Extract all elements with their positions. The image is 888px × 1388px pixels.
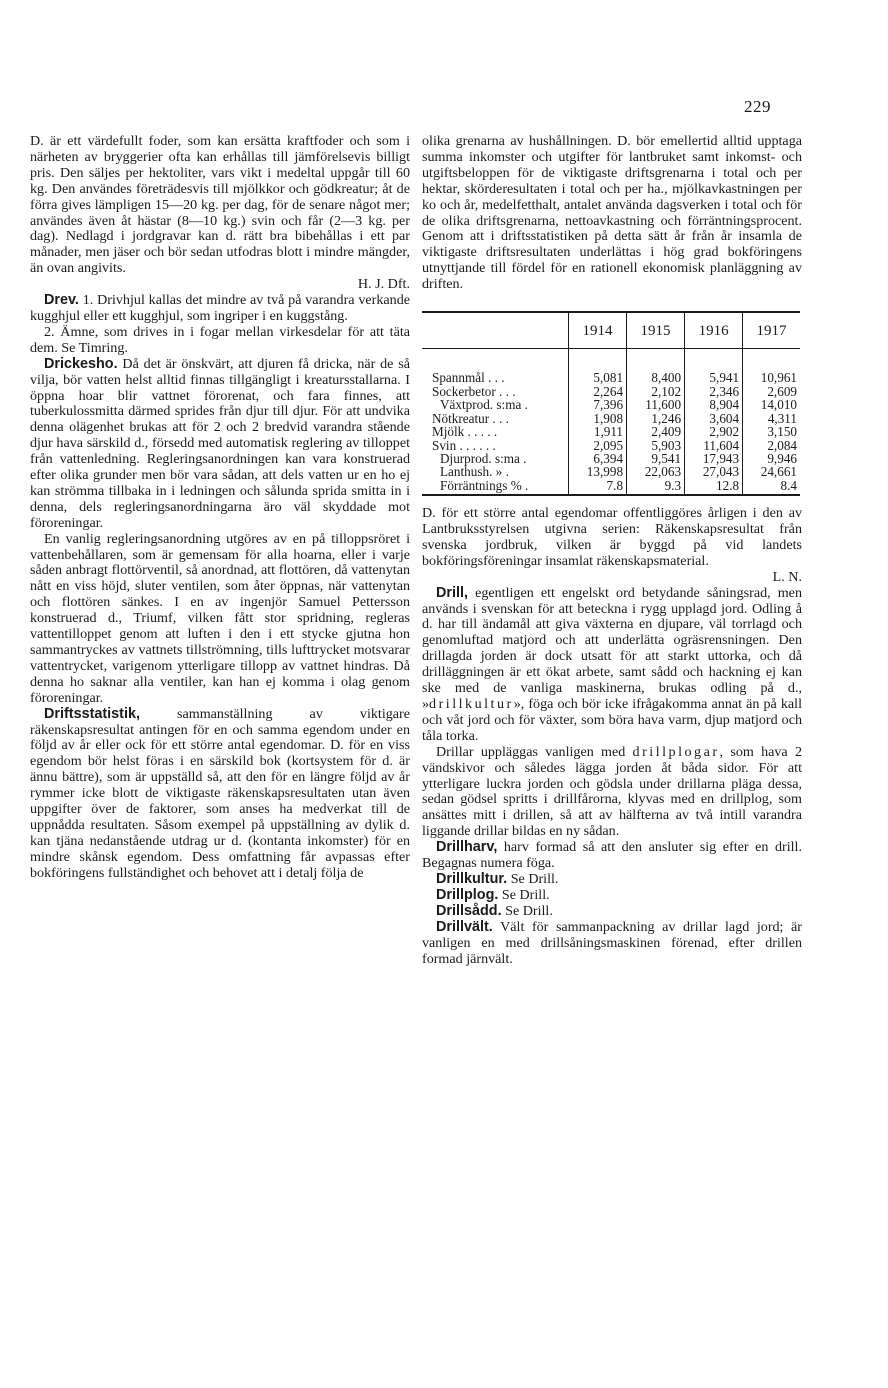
entry-text: Se Drill.	[507, 870, 559, 887]
entry-text: harv formad så att den ansluter sig efter en drill. Begagnas numera föga.	[422, 839, 802, 872]
year-header: 1914	[569, 312, 627, 349]
table-cell: 22,063	[627, 465, 685, 478]
table-cell: 11,600	[627, 398, 685, 411]
table-row	[422, 398, 800, 411]
table-row	[422, 385, 800, 398]
entry-driftsstatistik-continuation: olika grenarna av hushållningen. D. bör emellertid alltid upptaga summa inkomster och utgifter för lantbruket samt inkomst- och utgiftsbeloppen för de viktigaste driftsgrenarna i total och per hektar, skörderesultaten i total och per ha., mjölkavkastningen per ko och år, medelfetthalt, antalet använda dagsverken i total och för de olika driftsgrenarna, nettoavkastning och förräntningsprocent. Genom att i driftsstatistiken på detta sätt år från år insamla de viktigaste driftsresultaten underlättas i hög grad bokföringens utnyttjande till fördel för en rationell ekonomisk planläggning av driften.	[422, 133, 802, 293]
year-header: 1917	[743, 312, 800, 349]
entry-text: , som hava 2 vändskivor och således lägga jorden åt båda sidor. För att ytterligare luckra jorden och gödsla under drillarna pläga dessa, sedan gödsel spritts i drillfårorna, klyvas med en drillplog, som ansättes mitt i drillen, så att av hälfterna av två intill varandra liggande drillar bildas en ny sådan.	[422, 743, 802, 840]
table-cell: 1,246	[627, 412, 685, 425]
headword: Drickesho.	[44, 355, 118, 372]
table-cell: 12.8	[685, 479, 743, 495]
table-row	[422, 439, 800, 452]
table-cell: 7.8	[569, 479, 627, 495]
right-column	[422, 134, 802, 967]
table-cell: 14,010	[743, 398, 800, 411]
table-row	[422, 452, 800, 465]
headword: Driftsstatistik,	[44, 705, 140, 722]
table-cell: 13,998	[569, 465, 627, 478]
table-cell: 27,043	[685, 465, 743, 478]
entry-drill	[422, 586, 802, 745]
table-cell: 2,346	[685, 385, 743, 398]
headword: Drev.	[44, 292, 79, 309]
entry-drev-sense-2: 2. Ämne, som drives in i fogar mellan virkesdelar för att täta dem. Se Timring.	[30, 323, 410, 356]
table-row	[422, 425, 800, 438]
table-cell: 9,541	[627, 452, 685, 465]
table-cell: 8.4	[743, 479, 800, 495]
table-cell: 4,311	[743, 412, 800, 425]
entry-drillvalt	[422, 920, 802, 968]
entry-drickesho	[30, 357, 410, 532]
row-label: Spannmål . . .	[432, 370, 505, 386]
entry-drillharv	[422, 840, 802, 872]
table-cell: 2,264	[569, 385, 627, 398]
page-number: 229	[744, 97, 771, 116]
table-cell: 10,961	[743, 349, 800, 385]
entry-text: Då det är önskvärt, att djuren få dricka, när de så vilja, bör vatten helst alltid finnas tillgängligt i kreatursstallarna. I öppna hoar blir vattnet förorenat, och fara finnes, att tuberkulossmitta därmed sprides från djur till djur. För att undvika denna olägenhet brukas att för 2 och 2 bredvid varandra stående djur hava särskild d., försedd med automatisk reglering av tilloppet från vattenledning. Regleringsanordningen kan vara konstruerad efter olika grunder men bör vara sådan, att dels vatten ur en ho ej kan strömma tillbaka in i ledningen och sålunda sprida smitta in i denna, dels regleringsanordningarna äro väl skyddade mot föroreningar.	[30, 355, 410, 531]
row-label: Lanthush. » .	[440, 464, 509, 480]
entry-text: », föga och bör icke ifrågakomma annat än på kall och våt jord och för växter, som böra hava varm, djup matjord och tåla torka.	[422, 696, 802, 744]
entry-drickesho-paragraph: En vanlig regleringsanordning utgöres av en på tilloppsröret i vattenbehållaren, som är gemensam för alla hoarna, eller i varje såden anbragt flottörventil, så anordnad, att flottören, då vattenytan nått en viss höjd, sluter ventilen, som åter öppnas, när vattenytan och flottören sänkes. I en av ingenjör Samuel Pettersson konstruerad d., Triumf, vilken fått stor spridning, regleras vattentilloppet genom att luften i den i ett stycke gjutna hon sammantryckes av vattnets tillströmning, tills lufttrycket motsvarar vattentrycket, varigenom ytterligare tillopp av vattnet hindras. Då denna ho saknar alla ventiler, kan han ej komma i olag genom föroreningar.	[30, 530, 410, 706]
table-cell: 3,150	[743, 425, 800, 438]
income-table	[422, 311, 800, 496]
author-signature: L. N.	[772, 568, 802, 585]
entry-drillkultur	[422, 872, 802, 888]
row-label: Nötkreatur . . .	[432, 410, 509, 426]
table-corner	[422, 312, 569, 349]
entry-drank-continuation: D. är ett värdefullt foder, som kan ersätta kraftfoder och som i närheten av bryggerier ofta kan erhållas till jämförelsevis billigt pris. Den säljes per hektoliter, vars vikt i medeltal uppgår till 60 kg. Den användes företrädesvis till mjölkkor och gödkreatur; åt de förra gives lämpligen 15—20 kg. per dag, för de senare något mer; användes även åt hästar (8—10 kg.) svin och får (2—3 kg. per dag). Nedlagd i jordgravar kan d. rätt bra bibehållas i ett par månader, men jäser och bör sedan utfodras blott i mindre mängder, än ovan angivits.	[30, 133, 410, 277]
entry-drillplog	[422, 888, 802, 904]
table-header-row	[422, 312, 800, 349]
entry-drev	[30, 293, 410, 325]
entry-drillsadd	[422, 904, 802, 920]
left-column	[30, 134, 410, 882]
row-label: Mjölk . . . . .	[432, 424, 498, 440]
row-label: Växtprod. s:ma .	[440, 397, 528, 413]
table-cell: 2,609	[743, 385, 800, 398]
entry-driftsstatistik	[30, 707, 410, 882]
row-label: Djurprod. s:ma .	[440, 450, 527, 466]
headword: Drillkultur.	[436, 870, 508, 887]
table-cell: 2,084	[743, 439, 800, 452]
entry-driftsstatistik-paragraph: D. för ett större antal egendomar offentliggöres årligen i den av Lantbruksstyrelsen utgivna serien: Räkenskapsresultat från svenska jordbruk, vilken är byggd på vid landets bokföringsföreningar insamlat räkenskapsmaterial.	[422, 505, 802, 569]
table-cell: 3,604	[685, 412, 743, 425]
table-cell: 9,946	[743, 452, 800, 465]
table-row	[422, 465, 800, 478]
table-cell: 1,908	[569, 412, 627, 425]
spaced-term: drillplogar	[632, 743, 720, 760]
table-cell: 24,661	[743, 465, 800, 478]
author-signature: H. J. Dft.	[357, 276, 410, 293]
headword: Drillharv,	[436, 839, 498, 856]
entry-text: egentligen ett engelskt ord betydande såningsrad, men används i svenskan för att beteckna i rygg upplagd jord. Odling å d. har till ändamål att giva växterna en djupare, väl torrlagd och genomluftad matjord och att underlätta ogräsrensningen. Den drillagda jorden är dock utsatt för att starkt uttorka, och då drilläggningen är ett ökat arbete, samt sådd och hackning ej kan ske med de vanliga maskinerna, brukas odling på d., »	[422, 584, 802, 712]
table-cell: 17,943	[685, 452, 743, 465]
entry-text: Se Drill.	[498, 886, 550, 903]
table-cell: 2,095	[569, 439, 627, 452]
table-cell: 5,081	[569, 349, 627, 385]
headword: Drillplog.	[436, 886, 499, 903]
table-cell: 1,911	[569, 425, 627, 438]
row-label: Sockerbetor . . .	[432, 383, 516, 399]
entry-text: sammanställning av viktigare räkenskapsresultat antingen för en och samma egendom under en följd av år eller ock för ett större antal egendomar. D. för en viss egendom bör helst föras i en särskild bok (kortsystem för d. är ännu bättre), som är uppställd så, att den för en längre följd av år rymmer icke blott de viktigaste räkenskapsresultaten utan även uppgifter över de faktorer, som anses ha medverkat till de uppnådda resultaten. Såsom exempel på uppställning av dylik d. kan tjäna nedanstående utdrag ur d. (kontanta inkomster) för en mindre skånsk egendom. Dess omfattning får avpassas efter bokföringens fullständighet och behovet att i detalj följa de	[30, 705, 410, 881]
table-row	[422, 412, 800, 425]
row-label: Förräntnings % .	[440, 477, 529, 493]
entry-drill-paragraph	[422, 745, 802, 840]
table-row	[422, 349, 800, 385]
table-cell: 2,902	[685, 425, 743, 438]
table-cell: 7,396	[569, 398, 627, 411]
table-cell: 2,409	[627, 425, 685, 438]
table-cell: 8,400	[627, 349, 685, 385]
year-header: 1916	[685, 312, 743, 349]
entry-text: Drillar uppläggas vanligen med	[436, 743, 633, 760]
entry-text: 1. Drivhjul kallas det mindre av två på varandra verkande kugghjul eller ett kugghjul, som ingriper i en kuggstång.	[30, 292, 410, 324]
table-cell: 5,903	[627, 439, 685, 452]
headword: Drillvält.	[436, 918, 493, 935]
table-cell: 11,604	[685, 439, 743, 452]
table-cell: 9.3	[627, 479, 685, 495]
entry-text: Vält för sammanpackning av drillar lagd jord; är vanligen en med drillsåningsmaskinen förenad, efter drillen formad järnvält.	[422, 918, 802, 967]
table-cell: 6,394	[569, 452, 627, 465]
table-cell: 8,904	[685, 398, 743, 411]
headword: Drill,	[436, 584, 468, 601]
row-label: Svin . . . . . .	[432, 437, 496, 453]
table-cell: 5,941	[685, 349, 743, 385]
spaced-term: drillkultur	[429, 696, 514, 712]
table-row	[422, 479, 800, 495]
year-header: 1915	[627, 312, 685, 349]
headword: Drillsådd.	[436, 902, 502, 919]
table-cell: 2,102	[627, 385, 685, 398]
entry-text: Se Drill.	[501, 902, 553, 919]
